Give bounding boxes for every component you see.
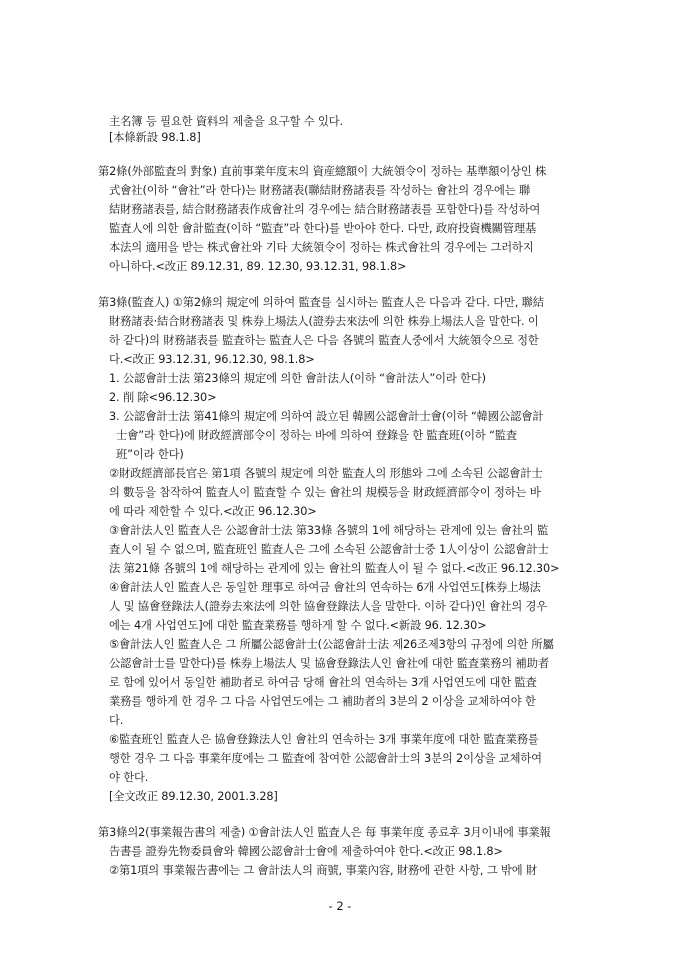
text-line: 本法의 適用을 받는 株式會社와 기타 大統領令이 정하는 株式會社의 경우에는 그러하지: [109, 241, 534, 254]
article-heading: 第3條(監査人) ①第2條의 規定에 의하여 監査를 실시하는 監査人은 다음과 같다. 다만, 聯結: [98, 296, 544, 309]
text-line: [全文改正 89.12.30, 2001.3.28]: [109, 790, 278, 803]
text-line: 에 따라 제한할 수 있다.<改正 96.12.30>: [109, 505, 317, 518]
paragraph-start: ⑥監査班인 監査人은 協會登錄法人인 會社의 연속하는 3개 事業年度에 대한 監査業務를: [109, 733, 539, 746]
paragraph-start: ⑤會計法人인 監査人은 그 所屬公認會計士(公認會計士法 제26조제3항의 규정에 의한 所屬: [109, 638, 554, 651]
text-line: 公認會計士를 말한다)를 株券上場法人 및 協會登錄法人인 會社에 대한 監査業務의 補助者: [109, 657, 549, 670]
text-line: 다.<改正 93.12.31, 96.12.30, 98.1.8>: [109, 353, 315, 366]
text-line: 야 한다.: [109, 771, 149, 784]
text-line: 監査人에 의한 會計監査(이하 “監査”라 한다)를 받아야 한다. 다만, 政府投資機關管理基: [109, 222, 537, 235]
text-line: 法 第21條 各號의 1에 해당하는 관계에 있는 會社의 監査人이 될 수 없다.<改正 96.12.30>: [109, 562, 560, 575]
text-line: [本條新設 98.1.8]: [109, 131, 201, 144]
text-line: 主名簿 등 필요한 資料의 제출을 요구할 수 있다.: [109, 115, 343, 128]
text-line: 結財務諸表를, 結合財務諸表作成會社의 경우에는 結合財務諸表를 포함한다)를 작성하여: [109, 203, 541, 216]
text-line: 의 數등을 참작하여 監査人이 監査할 수 있는 會社의 規模등을 財政經濟部令이 정하는 바: [109, 486, 541, 499]
page-number: - 2 -: [328, 899, 352, 913]
text-line: 다.: [109, 714, 124, 727]
paragraph-start: ④會計法人인 監査人은 동일한 理事로 하여금 會社의 연속하는 6개 사업연도[株券上場法: [109, 581, 541, 594]
text-line: 하 같다)의 財務諸表를 監査하는 監査人은 다음 各號의 監査人중에서 大統領令으로 정한: [109, 334, 539, 347]
text-line: 人 및 協會登錄法人(證券去來法에 의한 協會登錄法人을 말한다. 이하 같다)인 會社의 경우: [109, 600, 548, 613]
article-heading: 第3條의2(事業報告書의 제출) ①會計法人인 監査人은 每 事業年度 종료후 3月이내에 事業報: [98, 826, 551, 839]
article-heading: 第2條(外部監査의 對象) 直前事業年度末의 資産總額이 大統領令이 정하는 基準額이상인 株: [98, 165, 547, 178]
text-line: 業務를 행하게 한 경우 그 다음 사업연도에는 그 補助者의 3분의 2 이상을 교체하여야 한: [109, 695, 536, 708]
paragraph-start: ②第1項의 事業報告書에는 그 會計法人의 商號, 事業內容, 財務에 관한 사항, 그 밖에 財: [109, 864, 538, 877]
paragraph-start: ②財政經濟部長官은 第1項 各號의 規定에 의한 監査人의 形態와 그에 소속된 公認會計士: [109, 467, 543, 480]
text-line: 로 함에 있어서 동일한 補助者로 하여금 당해 會社의 연속하는 3개 사업연도에 대한 監査: [109, 676, 537, 689]
list-item: 2. 削 除<96.12.30>: [109, 391, 217, 404]
text-line: 査人이 될 수 없으며, 監査班인 監査人은 그에 소속된 公認會計士중 1人이상이 公認會計士: [109, 543, 549, 556]
paragraph-start: ③會計法人인 監査人은 公認會計士法 第33條 各號의 1에 해당하는 관계에 있는 會社의 監: [109, 524, 549, 537]
text-line: 士會”라 한다)에 財政經濟部令이 정하는 바에 의하여 登錄을 한 監査班(이하 “監査: [116, 429, 518, 442]
text-line: 財務諸表·結合財務諸表 및 株券上場法人(證券去來法에 의한 株券上場法人을 말한다. 이: [109, 315, 539, 328]
text-line: 班”이라 한다): [116, 448, 184, 461]
text-line: 행한 경우 그 다음 事業年度에는 그 監査에 참여한 公認會計士의 3분의 2이상을 교체하여: [109, 752, 542, 765]
text-line: 告書를 證券先物委員會와 韓國公認會計士會에 제출하여야 한다.<改正 98.1.8>: [109, 845, 503, 858]
text-line: 아니하다.<改正 89.12.31, 89. 12.30, 93.12.31, 98.1.8>: [109, 260, 407, 273]
list-item: 3. 公認會計士法 第41條의 規定에 의하여 設立된 韓國公認會計士會(이하 “韓國公認會計: [109, 410, 544, 423]
text-line: 에는 4개 사업연도]에 대한 監査業務를 행하게 할 수 없다.<新設 96. 12.30>: [109, 619, 487, 632]
list-item: 1. 公認會計士法 第23條의 規定에 의한 會計法人(이하 “會計法人”이라 한다): [109, 372, 486, 385]
text-line: 式會社(이하 “會社”라 한다)는 財務諸表(聯結財務諸表를 작성하는 會社의 경우에는 聯: [109, 184, 531, 197]
